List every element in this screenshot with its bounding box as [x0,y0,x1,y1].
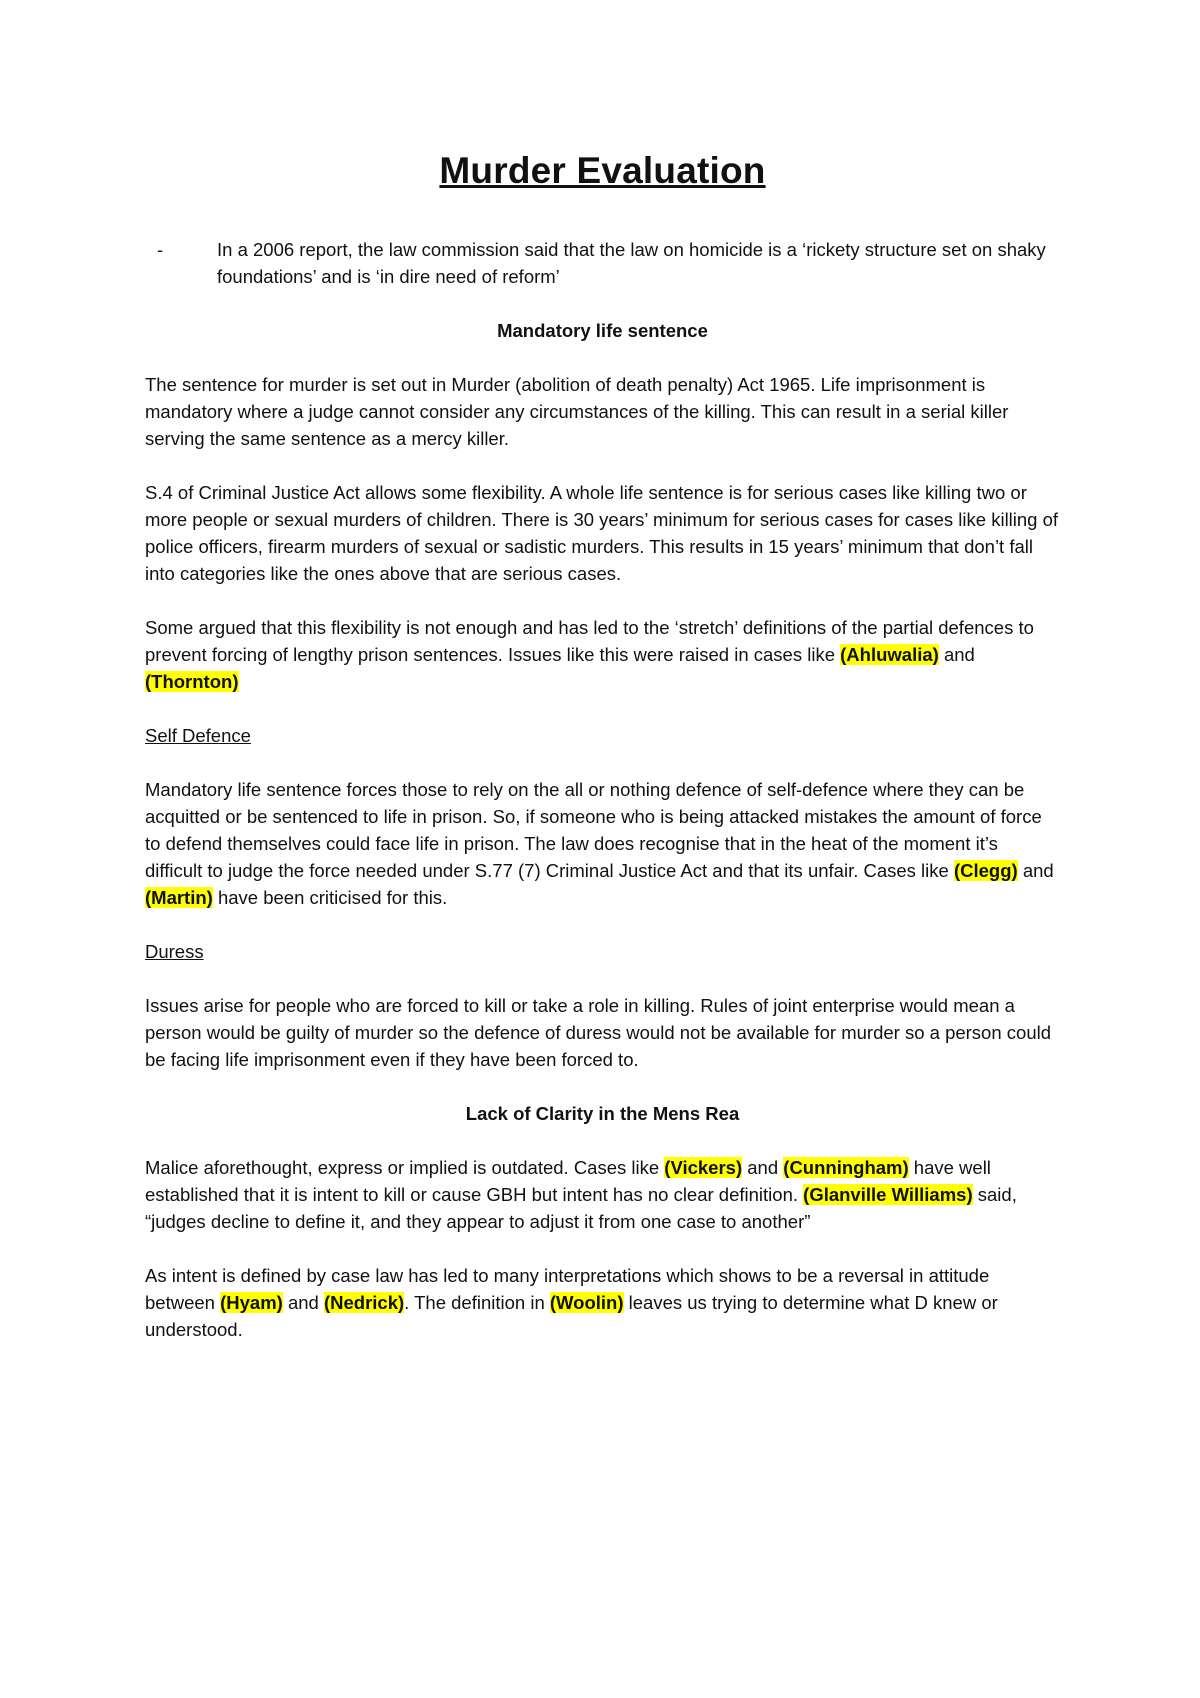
document-title: Murder Evaluation [439,150,766,191]
paragraph-intent-case-law [145,1262,1060,1343]
intro-list-item [145,236,1060,290]
paragraph-text: said, “judges decline to define it, and they appear to adjust it from one case to another” [145,1184,1017,1232]
dash-bullet: - [157,239,164,260]
document-body [145,150,1060,1370]
case-highlight-glanville-williams: (Glanville Williams) [803,1184,973,1205]
heading-duress: Duress [145,941,204,962]
paragraph-criminal-justice-act: S.4 of Criminal Justice Act allows some flexibility. A whole life sentence is for serious cases like killing two or more people or sexual murders of children. There is 30 years’ minimum for serious cases for cases like killing of police officers, firearm murders of sexual or sadistic murders. This results in 15 years’ minimum that don’t fall into categories like the ones above that are serious cases. [145,482,1059,584]
case-highlight-nedrick: (Nedrick) [323,1292,405,1313]
case-highlight-ahluwalia: (Ahluwalia) [840,644,939,665]
paragraph-text: As intent is defined by case law has led to many interpretations which shows to be a reversal in attitude between [145,1265,990,1313]
conjunction: and [1022,860,1054,881]
paragraph-flexibility [145,614,1060,695]
paragraph-text: have well established that it is intent to kill or cause GBH but intent has no clear definition. [145,1157,991,1205]
case-highlight-cunningham: (Cunningham) [783,1157,909,1178]
conjunction: and [747,1157,779,1178]
paragraph-text: leaves us trying to determine what D knew or understood. [145,1292,998,1340]
intro-list [145,236,1060,290]
paragraph-duress: Issues arise for people who are forced to kill or take a role in killing. Rules of joint enterprise would mean a person would be guilty of murder so the defence of duress would not be available for murder so a person could be facing life imprisonment even if they have been forced to. [145,995,1052,1070]
case-highlight-hyam: (Hyam) [220,1292,283,1313]
case-highlight-clegg: (Clegg) [953,860,1018,881]
case-highlight-thornton: (Thornton) [145,671,239,692]
paragraph-text: Mandatory life sentence forces those to rely on the all or nothing defence of self-defence where they can be acquitted or be sentenced to life in prison. So, if someone who is being attacked mistakes the amount of force to defend themselves could face life in prison. The law does recognise that in the heat of the moment it’s difficult to judge the force needed under S.77 (7) Criminal Justice Act and that its unfair. Cases like [145,779,1042,881]
heading-mandatory-life-sentence: Mandatory life sentence [497,320,708,341]
paragraph-self-defence [145,776,1060,911]
paragraph-text: Some argued that this flexibility is not enough and has led to the ‘stretch’ definitions of the partial defences to prevent forcing of lengthy prison sentences. Issues like this were raised in cases like [145,617,1034,665]
paragraph-malice-aforethought [145,1154,1060,1235]
case-highlight-vickers: (Vickers) [664,1157,743,1178]
case-highlight-martin: (Martin) [145,887,213,908]
heading-self-defence: Self Defence [145,725,251,746]
heading-lack-of-clarity: Lack of Clarity in the Mens Rea [465,1103,740,1124]
conjunction: and [943,644,975,665]
paragraph-tail: have been criticised for this. [217,887,448,908]
conjunction: and [287,1292,319,1313]
case-highlight-woolin: (Woolin) [549,1292,624,1313]
paragraph-sentence-for-murder: The sentence for murder is set out in Murder (abolition of death penalty) Act 1965. Life imprisonment is mandatory where a judge cannot consider any circumstances of the killing. This can result in a serial killer serving the same sentence as a mercy killer. [145,374,1009,449]
intro-text: In a 2006 report, the law commission said that the law on homicide is a ‘rickety structure set on shaky foundations’ and is ‘in dire need of reform’ [217,239,1046,287]
paragraph-text: . The definition in [404,1292,545,1313]
paragraph-text: Malice aforethought, express or implied is outdated. Cases like [145,1157,660,1178]
